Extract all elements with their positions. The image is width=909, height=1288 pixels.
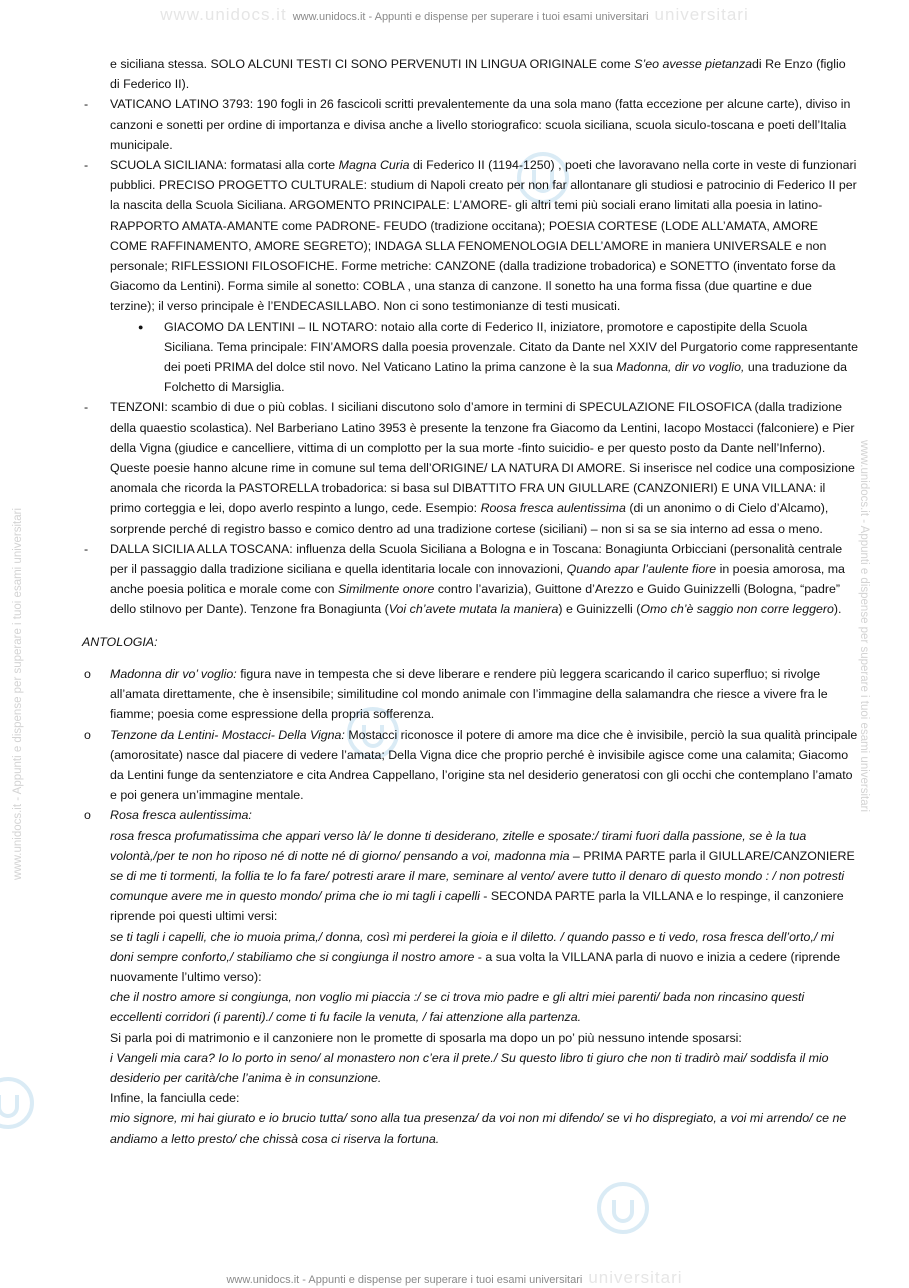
footer-ghost-right: universitari bbox=[588, 1268, 683, 1287]
vaticano-text: VATICANO LATINO 3793: 190 fogli in 26 fascicoli scritti prevalentemente da una sola mano (fatta eccezione per alcune carte), diviso in canzoni e sonetti per ordine di importanza e divisa anche a livello storiografico: scuola siciliana, scuola siculo-toscana e poeti dell’Italia municipale. bbox=[110, 97, 851, 152]
rosa-verse-3: se ti tagli i capelli, che io muoia prima,/ donna, così mi perderei la gioia e il diletto. / quando passo e ti vedo, rosa fresca dell’orto,/ mi doni sempre conforto,/ stabiliamo che si congiunga il nostro amore bbox=[110, 929, 834, 964]
list-item-tenzoni bbox=[82, 397, 858, 538]
unidocs-watermark-icon bbox=[0, 1075, 36, 1131]
rosa-note-3: - a sua volta la VILLANA parla di nuovo e inizia a cedere (riprende nuovamente l’ultimo verso): bbox=[110, 949, 841, 984]
rosa-note-1: – PRIMA PARTE parla il GIULLARE/CANZONIERE bbox=[569, 848, 855, 863]
rosa-verse-6: i Vangeli mia cara? Io lo porto in seno/ al monastero non c’era il prete./ Su questo libro ti giuro che non ti tradirò mai/ soddisfa il mio desiderio per carità/che l’anima è in consunzione. bbox=[110, 1050, 829, 1085]
sub-item-giacomo bbox=[82, 317, 858, 398]
madonna-text: figura nave in tempesta che si deve liberare e rendere più leggera scaricando il carico superfluo; si rivolge all’amata direttamente, che è insensibile; similitudine col mondo animale con l’immagine della salamandra che riesce a vivere fra le fiamme; poesia come espressione della propria sofferenza. bbox=[110, 666, 828, 722]
scuola-text: SCUOLA SICILIANA: formatasi alla corte bbox=[110, 158, 339, 173]
side-watermark-right: www.unidocs.it - Appunti e dispense per superare i tuoi esami universitari bbox=[858, 440, 870, 813]
header-ghost-left: www.unidocs.it bbox=[160, 5, 287, 24]
scuola-italic: Magna Curia bbox=[338, 158, 410, 173]
tenzoni-text-end: (di un anonimo o di Cielo d’Alcamo), sorprende perché di registro basso e comico dentro ad una tradizione cortese (siciliani) – non si sa se sia interno ad essa o meno. bbox=[110, 501, 829, 536]
document-body bbox=[82, 54, 858, 1149]
intro-text-end: di Re Enzo (figlio di Federico II). bbox=[110, 57, 846, 92]
dash-marker: - bbox=[84, 400, 89, 415]
rosa-verse-4: che il nostro amore si congiunga, non voglio mi piaccia :/ se ci trova mio padre e gli altri miei parenti/ bada non rincasino questi eccellenti corridori (i parenti)./ come ti fu facile la venuta, / fai attenzione alla partenza. bbox=[110, 990, 805, 1025]
rosa-verse-1: rosa fresca profumatissima che appari verso là/ le donne ti desiderano, zitelle e sposate:/ tirami fuori dalla passione, se è la tua volontà,/per te non ho riposo né di notte né di giorno/ pensando a voi, madonna mia bbox=[110, 828, 807, 863]
header-text: www.unidocs.it - Appunti e dispense per superare i tuoi esami universitari bbox=[292, 11, 649, 23]
sicilia-italic-h: Omo ch’è saggio non corre leggero bbox=[640, 602, 834, 617]
sicilia-italic-d: Similmente onore bbox=[337, 582, 435, 597]
bullet-dot-marker: ● bbox=[138, 321, 144, 332]
circle-marker: o bbox=[84, 808, 91, 823]
list-item-tenzone bbox=[82, 725, 858, 806]
rosa-note-7: Infine, la fanciulla cede: bbox=[110, 1091, 240, 1106]
rosa-note-5: Si parla poi di matrimonio e il canzoniere non le promette di sposarla ma dopo un po’ più nessuno intende sposarsi: bbox=[110, 1030, 742, 1045]
sicilia-text-e: contro l’avarizia), Guittone d’Arezzo e Guido Guinizzelli (Bologna, “padre” dello stilnovo per Dante). Tenzone fra Bonagiunta ( bbox=[110, 582, 841, 617]
intro-text: e siciliana stessa. SOLO ALCUNI TESTI CI SONO PERVENUTI IN LINGUA ORIGINALE come bbox=[110, 57, 635, 71]
intro-italic: S’eo avesse pietanza bbox=[634, 57, 753, 71]
giacomo-italic: Madonna, dir vo voglio, bbox=[616, 360, 745, 375]
sicilia-text-i: ). bbox=[833, 602, 842, 617]
rosa-note-2: - SECONDA PARTE parla la VILLANA e lo respinge, il canzoniere riprende poi questi ultimi versi: bbox=[110, 889, 844, 924]
header-watermark bbox=[0, 5, 909, 25]
sicilia-italic-b: Quando apar l’aulente fiore bbox=[566, 562, 717, 577]
rosa-title: Rosa fresca aulentissima: bbox=[110, 808, 252, 823]
dash-marker: - bbox=[84, 158, 89, 173]
footer-text: www.unidocs.it - Appunti e dispense per superare i tuoi esami universitari bbox=[226, 1274, 583, 1286]
tenzoni-text: TENZONI: scambio di due o più coblas. I siciliani discutono solo d’amore in termini di SPECULAZIONE FILOSOFICA (dalla tradizione della quaestio scolastica). Nel Barberiano Latino 3953 è presente la tenzone fra Giacomo da Lentini, Iacopo Mostacci (falconiere) e Pier della Vigna (giudice e cancelliere, vittima di un complotto per la sua morte -finto suicidio- e per questo posto da Dante nell’Inferno). Queste poesie hanno alcune rime in comune sul tema dell’ORIGINE/ LA NATURA DI AMORE. Si inserisce nel codice una composizione anomala che ricorda la PASTORELLA trobadorica: si basa sul DIBATTITO FRA UN GIULLARE (CANZONIERI) E UNA VILLANA: il primo corteggia e lei, dopo averlo respinto a lungo, cede. Esempio: bbox=[110, 400, 855, 516]
madonna-title: Madonna dir vo’ voglio: bbox=[110, 666, 237, 681]
list-item-madonna bbox=[82, 664, 858, 725]
rosa-verse-8: mio signore, mi hai giurato e io brucio tutta/ sono alla tua presenza/ da voi non mi difendo/ se vi ho dispregiato, a voi mi arrendo/ ce ne andiamo a letto presto/ che chissà cosa ci riserva la fortuna. bbox=[110, 1111, 847, 1146]
header-ghost-right: universitari bbox=[654, 5, 749, 24]
tenzone-text: Mostacci riconosce il potere di amore ma dice che è invisibile, perciò la sua qualità principale (amorositate) nasce dal piacere di vedere l’amata; Della Vigna dice che proprio perché è invisibile agisce come una calamita; Giacomo da Lentini funge da sentenziatore e cita Andrea Cappellano, l’origine sta nel desiderio generatosi con gli occhi che contemplano l’amato e poi genera un’immagine mentale. bbox=[110, 727, 858, 803]
circle-marker: o bbox=[84, 666, 91, 681]
tenzoni-italic: Roosa fresca aulentissima bbox=[480, 501, 626, 516]
footer-watermark bbox=[0, 1268, 909, 1288]
sicilia-italic-f: Voi ch’avete mutata la maniera bbox=[388, 602, 559, 617]
sicilia-text-g: ) e Guinizzelli ( bbox=[558, 602, 641, 617]
list-item-vaticano bbox=[82, 94, 858, 155]
intro-paragraph bbox=[82, 54, 858, 94]
unidocs-watermark-icon bbox=[595, 1180, 651, 1236]
rosa-verse-2: se di me ti tormenti, la follia te lo fa fare/ potresti arare il mare, seminare al vento/ avere tutto il denaro di questo mondo : / non potresti comunque avere me in questo mondo/ prima che io mi tagli i capelli bbox=[110, 868, 845, 904]
giacomo-text-end: una traduzione da Folchetto di Marsiglia. bbox=[164, 360, 848, 395]
giacomo-text: GIACOMO DA LENTINI – IL NOTARO: notaio alla corte di Federico II, iniziatore, promotore e capostipite della Scuola Siciliana. Tema principale: FIN’AMORS dalla poesia provenzale. Citato da Dante nel XXIV del Purgatorio come rappresentante dei poeti PRIMA del dolce stil novo. Nel Vaticano Latino la prima canzone è la sua bbox=[164, 319, 859, 375]
sicilia-text-c: in poesia amorosa, ma anche poesia politica e morale come con bbox=[110, 562, 845, 597]
dash-marker: - bbox=[84, 541, 89, 556]
side-watermark-left: www.unidocs.it - Appunti e dispense per superare i tuoi esami universitari bbox=[12, 507, 24, 880]
list-item-rosa-fresca bbox=[82, 805, 858, 1148]
list-item-sicilia-toscana bbox=[82, 539, 858, 620]
list-item-scuola-siciliana bbox=[82, 155, 858, 317]
antologia-heading: ANTOLOGIA: bbox=[82, 634, 158, 649]
dash-marker: - bbox=[84, 97, 89, 112]
circle-marker: o bbox=[84, 727, 91, 742]
scuola-text-end: di Federico II (1194-1250) , poeti che lavoravano nella corte in veste di funzionari pubblici. PRECISO PROGETTO CULTURALE: studium di Napoli creato per non far allontanare gli studiosi e patrocinio di Federico II per la nascita della Scuola Siciliana. ARGOMENTO PRINCIPALE: L’AMORE- gli altri temi più sociali erano limitati alla poesia in latino- RAPPORTO AMATA-AMANTE come PADRONE- FEUDO (tradizione occitana); POESIA CORTESE (LODE ALL’AMATA, AMORE COME RAFFINAMENTO, AMORE SEGRETO); INDAGA SLLA FENOMENOLOGIA DELL’AMORE in maniera UNIVERSALE e non personale; RIFLESSIONI FILOSOFICHE. Forme metriche: CANZONE (dalla tradizione trobadorica) e SONETTO (inventato forse da Giacomo da Lentini). Forma simile al sonetto: COBLA , una stanza di canzone. Il sonetto ha una forma fissa (due quartine e due terzine); il verso principale è l’ENDECASILLABO. Non ci sono testimonianze di testi musicati. bbox=[110, 158, 857, 314]
sicilia-text-a: DALLA SICILIA ALLA TOSCANA: influenza della Scuola Siciliana a Bologna e in Toscana: Bonagiunta Orbicciani (personalità centrale per il passaggio dalla tradizione siciliana e quella identitaria locale con innovazioni, bbox=[110, 541, 843, 577]
tenzone-title: Tenzone da Lentini- Mostacci- Della Vigna: bbox=[110, 727, 345, 742]
